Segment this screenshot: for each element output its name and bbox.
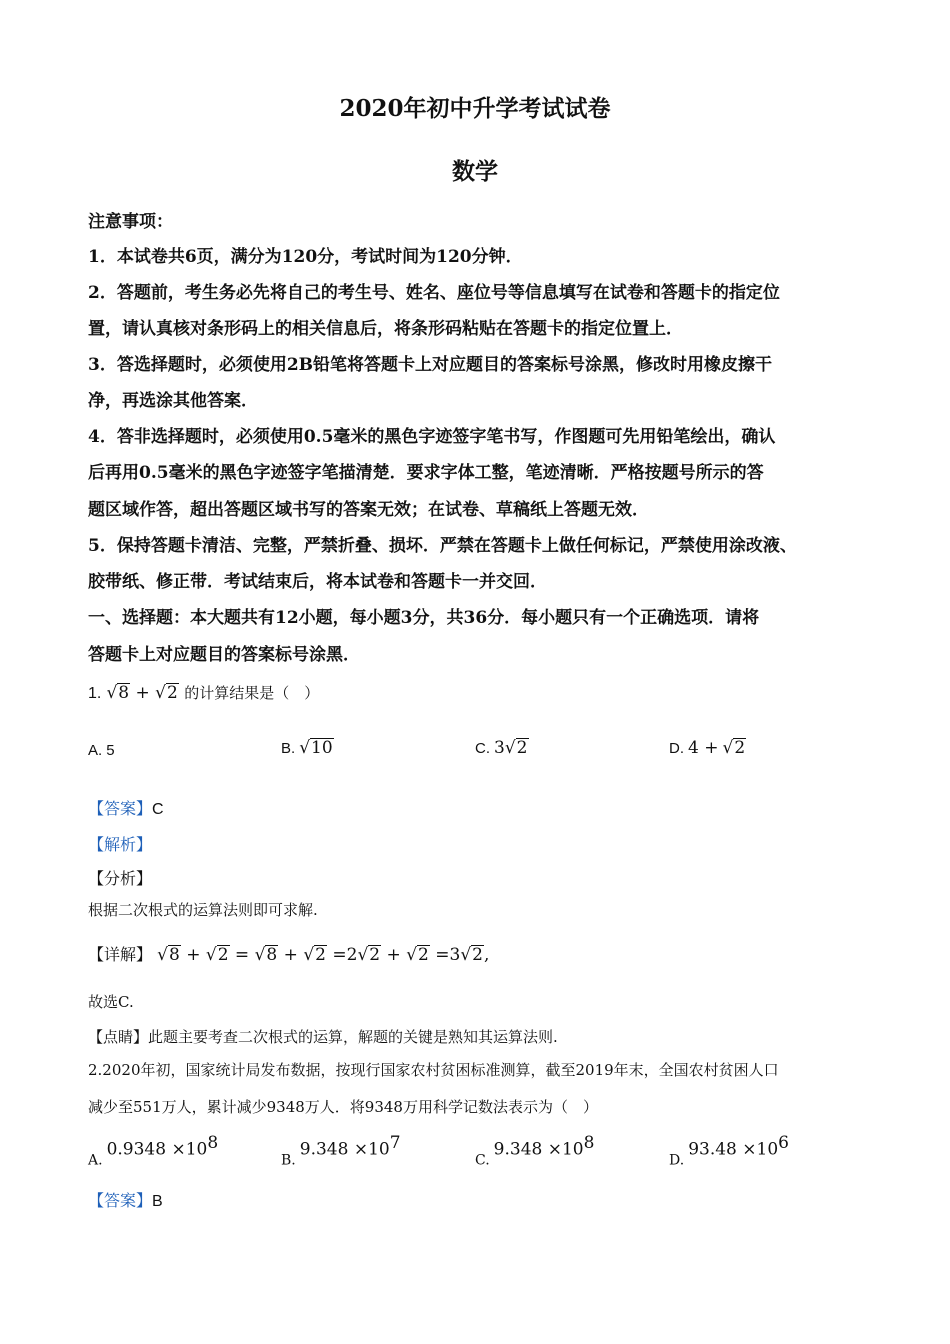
radicand: 2	[217, 945, 229, 965]
option-a[interactable]	[88, 1133, 218, 1168]
section-heading: 答题卡上对应题目的答案标号涂黑．	[88, 645, 360, 665]
notes-line: 题区域作答，超出答题区域书写的答案无效；在试卷、草稿纸上答题无效．	[88, 500, 649, 520]
analysis-tag: 【解析】	[88, 835, 153, 854]
notes-line: 置，请认真核对条形码上的相关信息后，将条形码粘贴在答题卡的指定位置上．	[88, 319, 683, 339]
notes-line: 后再用0.5毫米的黑色字迹签字笔描清楚．要求字体工整，笔迹清晰．严格按题号所示的答	[88, 463, 764, 483]
sqrt-symbol-icon: √2	[504, 738, 528, 758]
radicand: 2	[167, 683, 178, 703]
option-label: D.	[669, 740, 684, 757]
exam-title: 2020年初中升学考试试卷	[339, 95, 611, 122]
sqrt-symbol-icon: √10	[299, 738, 333, 758]
notes-line: 2．答题前，考生务必先将自己的考生号、姓名、座位号等信息填写在试卷和答题卡的指定位	[88, 283, 780, 303]
option-exponent: 6	[778, 1133, 789, 1153]
radicand: 2	[369, 945, 381, 965]
option-mantissa: 9.348 ×10	[299, 1139, 390, 1160]
sqrt-symbol-icon: √2	[460, 945, 483, 965]
plus-sign: +	[135, 683, 150, 703]
option-coefficient: 3	[494, 738, 505, 758]
sqrt-symbol-icon: √8	[157, 945, 180, 965]
sqrt-symbol-icon: √2	[303, 945, 326, 965]
notes-heading: 注意事项：	[88, 212, 173, 232]
option-c[interactable]	[475, 1133, 594, 1168]
radicand: 2	[734, 738, 746, 758]
fenxi-tag: 【分析】	[88, 869, 153, 888]
option-mantissa: 0.9348 ×10	[106, 1139, 208, 1160]
question-text: 的计算结果是（ ）	[184, 684, 320, 702]
sqrt-symbol-icon: √2	[205, 945, 229, 965]
option-label: C.	[475, 1152, 490, 1169]
sqrt-symbol-icon: √2	[155, 683, 178, 703]
option-exponent: 7	[389, 1133, 401, 1153]
notes-line: 胶带纸、修正带．考试结束后，将本试卷和答题卡一并交回．	[88, 572, 547, 592]
radicand: 8	[118, 683, 130, 703]
option-c[interactable]	[475, 738, 529, 758]
option-b[interactable]	[281, 1133, 401, 1168]
option-mantissa: 9.348 ×10	[493, 1139, 584, 1160]
sqrt-symbol-icon: √2	[406, 945, 429, 965]
radicand: 2	[315, 945, 326, 965]
option-label: A.	[88, 742, 103, 759]
option-label: C.	[475, 740, 490, 757]
radicand: 2	[418, 945, 429, 965]
detail-line	[88, 942, 489, 965]
plus-sign: +	[386, 945, 401, 965]
option-prefix: 4 +	[688, 738, 719, 758]
comma: ,	[484, 945, 490, 965]
comment-text: 此题主要考查二次根式的运算，解题的关键是熟知其运算法则.	[148, 1028, 558, 1046]
section-heading: 一、选择题：本大题共有12小题，每小题3分，共36分．每小题只有一个正确选项．请将	[88, 608, 760, 628]
equals-sign: =2	[332, 945, 358, 965]
radicand: 2	[472, 945, 483, 965]
comment-line	[88, 1026, 558, 1047]
option-b[interactable]	[281, 738, 334, 758]
notes-line: 3．答选择题时，必须使用2B铅笔将答题卡上对应题目的答案标号涂黑，修改时用橡皮擦干	[88, 355, 773, 375]
radicand: 10	[311, 738, 333, 758]
option-exponent: 8	[583, 1133, 595, 1153]
notes-line: 5．保持答题卡清洁、完整，严禁折叠、损坏．严禁在答题卡上做任何标记，严禁使用涂改液、	[88, 536, 797, 556]
answer-value: C	[152, 801, 164, 818]
equals-sign: =	[234, 945, 250, 965]
question-1-stem	[88, 682, 319, 703]
option-exponent: 8	[207, 1133, 219, 1153]
option-label: A.	[88, 1152, 103, 1169]
subject-title: 数学	[452, 158, 498, 185]
option-a[interactable]	[88, 742, 115, 760]
answer-line	[88, 796, 164, 819]
radicand: 8	[168, 945, 180, 965]
sqrt-symbol-icon: √8	[254, 945, 278, 965]
question-2-stem: 2.2020年初，国家统计局发布数据，按现行国家农村贫困标准测算，截至2019年末，全国农村贫困人口	[88, 1061, 779, 1079]
sqrt-symbol-icon: √2	[357, 945, 381, 965]
option-d[interactable]	[669, 738, 746, 758]
answer-tag: 【答案】	[88, 1191, 153, 1210]
radicand: 2	[516, 738, 528, 758]
option-label: B.	[281, 1152, 296, 1169]
question-2-stem: 减少至551万人，累计减少9348万人．将9348万用科学记数法表示为（ ）	[88, 1098, 598, 1116]
notes-line: 4．答非选择题时，必须使用0.5毫米的黑色字迹签字笔书写，作图题可先用铅笔绘出，确认	[88, 427, 776, 447]
option-d[interactable]	[669, 1133, 789, 1168]
answer-value: B	[152, 1193, 163, 1210]
option-label: B.	[281, 740, 296, 757]
radicand: 8	[266, 945, 278, 965]
answer-tag: 【答案】	[88, 799, 153, 818]
question-number: 1.	[88, 685, 102, 702]
conclusion-text: 故选C.	[88, 993, 134, 1011]
plus-sign: +	[186, 945, 201, 965]
equals-sign: =3	[435, 945, 461, 965]
option-value: 5	[106, 742, 115, 759]
detail-tag: 【详解】	[88, 945, 153, 964]
sqrt-symbol-icon: √2	[722, 738, 746, 758]
option-mantissa: 93.48 ×10	[688, 1139, 779, 1160]
answer-line	[88, 1188, 163, 1211]
fenxi-text: 根据二次根式的运算法则即可求解.	[88, 901, 318, 919]
comment-tag: 【点睛】	[88, 1028, 149, 1046]
plus-sign: +	[283, 945, 298, 965]
notes-line: 净，再选涂其他答案．	[88, 391, 258, 411]
notes-line: 1．本试卷共6页，满分为120分，考试时间为120分钟．	[88, 247, 523, 267]
sqrt-symbol-icon: √8	[106, 683, 130, 703]
option-label: D.	[669, 1152, 685, 1169]
